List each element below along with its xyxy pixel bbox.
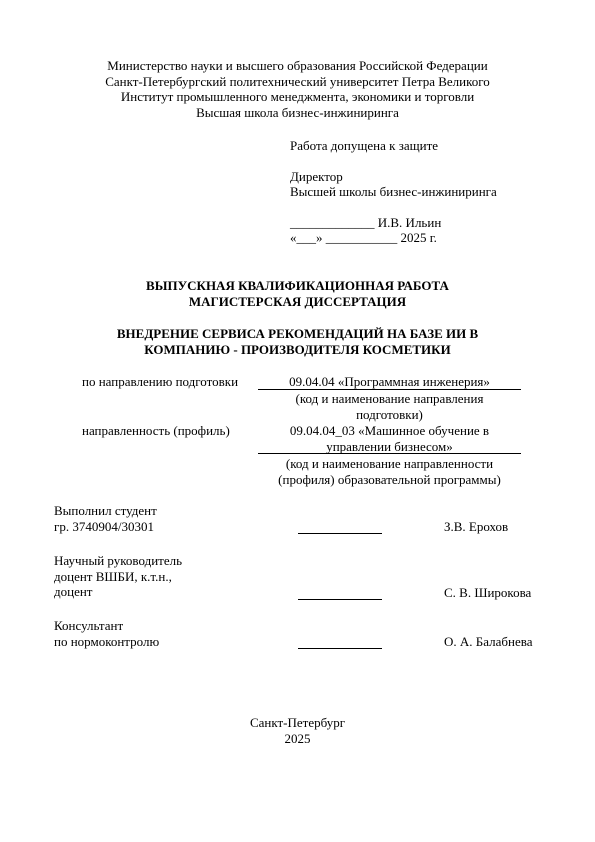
profile-underline [258,453,521,454]
student-role [54,503,157,534]
consultant-name: О. А. Балабнева [444,634,533,649]
direction-value-text: 09.04.04 «Программная инженерия» [289,374,490,389]
approval-block [290,138,497,246]
direction-value [258,374,521,390]
direction-caption-line1: (код и наименование направления [295,391,484,406]
consultant-role-line1: Консультант [54,618,124,633]
institute-line: Институт промышленного менеджмента, экономики и торговли [120,89,475,104]
supervisor-role-line2: доцент ВШБИ, к.т.н., [54,568,172,584]
supervisor-role-line3: доцент [54,584,93,600]
school-line: Высшая школа бизнес-инжиниринга [196,104,399,120]
footer [0,715,595,746]
direction-underline [258,389,521,390]
university-line: Санкт-Петербургский политехнический университет Петра Великого [105,73,490,89]
supervisor-signature-line [298,599,382,600]
profile-label: направленность (профиль) [82,423,230,438]
student-role-line1: Выполнил студент [54,503,157,518]
institution-header [0,58,595,120]
profile-caption-line1: (код и наименование направленности [285,456,494,471]
supervisor-name: С. В. Широкова [444,585,532,600]
ministry-line: Министерство науки и высшего образования Российской Федерации [107,58,488,73]
consultant-signature-line [298,648,382,649]
profile-value-line2: управлении бизнесом» [326,438,453,454]
profile-value [258,423,521,454]
profile-caption [258,456,521,487]
director-title: Директор [290,168,343,184]
director-signature-line: _____________ И.В. Ильин [290,214,442,230]
direction-caption-line2: подготовки) [356,406,423,422]
consultant-role-line2: по нормоконтролю [54,633,160,649]
topic-line2: КОМПАНИЮ - ПРОИЗВОДИТЕЛЯ КОСМЕТИКИ [144,341,451,357]
work-type-line2: МАГИСТЕРСКАЯ ДИССЕРТАЦИЯ [188,293,407,309]
direction-label: по направлению подготовки [82,374,239,389]
supervisor-role-line1: Научный руководитель [54,553,183,568]
admitted-text: Работа допущена к защите [290,138,439,153]
thesis-topic [0,326,595,357]
student-group: гр. 3740904/30301 [54,518,154,534]
director-department: Высшей школы бизнес-инжиниринга [290,184,497,199]
profile-value-line1: 09.04.04_03 «Машинное обучение в [289,423,490,438]
footer-city: Санкт-Петербург [249,715,346,730]
work-type [0,278,595,309]
consultant-role [54,618,159,649]
footer-year: 2025 [284,730,311,746]
work-type-line1: ВЫПУСКНАЯ КВАЛИФИКАЦИОННАЯ РАБОТА [146,278,449,293]
student-signature-line [298,533,382,534]
direction-caption [258,391,521,422]
student-name: З.В. Ерохов [444,519,509,534]
topic-line1: ВНЕДРЕНИЕ СЕРВИСА РЕКОМЕНДАЦИЙ НА БАЗЕ ИИ В [116,326,479,341]
profile-caption-line2: (профиля) образовательной программы) [278,471,501,487]
supervisor-role [54,553,182,600]
approval-date-line: «___» ___________ 2025 г. [290,230,437,245]
